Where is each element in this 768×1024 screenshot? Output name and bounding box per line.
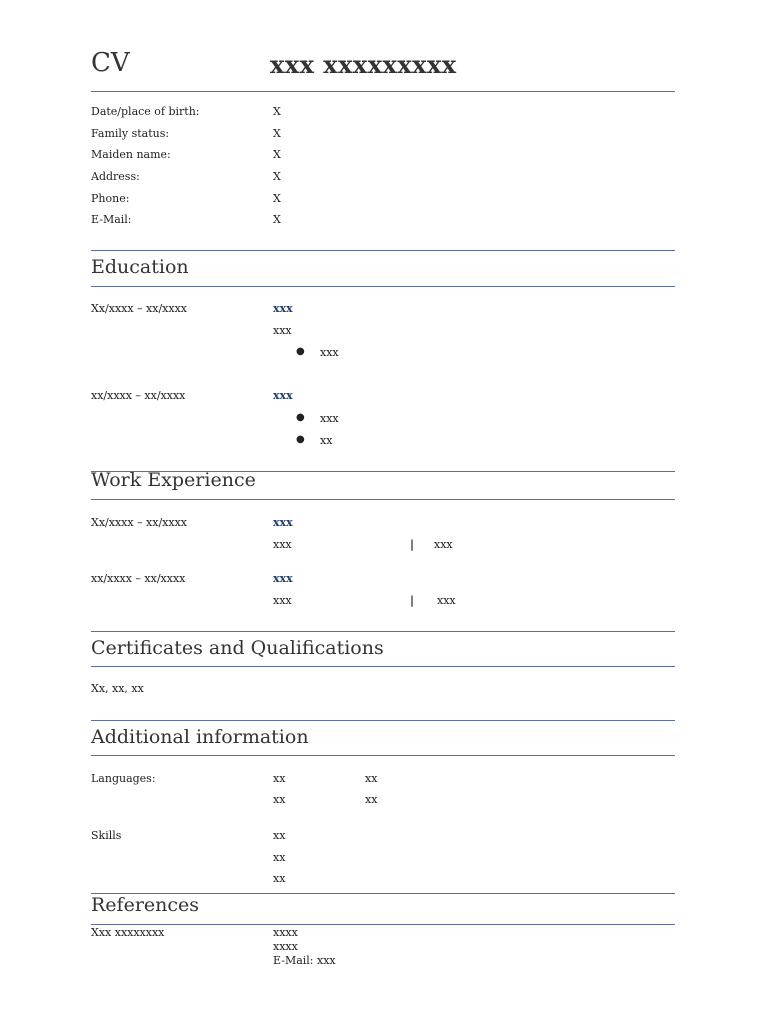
bullet-icon: ●: [296, 346, 305, 357]
work-title: xxx: [273, 516, 293, 529]
candidate-name: xxx xxxxxxxxx: [270, 50, 457, 79]
personal-value: X: [273, 170, 281, 183]
personal-value: X: [273, 148, 281, 161]
section-divider: [91, 250, 675, 251]
work-period: xx/xxxx – xx/xxxx: [91, 572, 186, 585]
work-title: xxx: [273, 572, 293, 585]
education-title: xxx: [273, 302, 293, 315]
personal-label: Phone:: [91, 192, 130, 205]
section-divider: [91, 755, 675, 756]
education-bullet: xx: [320, 434, 333, 447]
languages-label: Languages:: [91, 772, 156, 785]
skills-label: Skills: [91, 829, 122, 842]
section-divider: [91, 720, 675, 721]
additional-heading: Additional information: [91, 726, 309, 748]
bullet-icon: ●: [296, 412, 305, 423]
work-separator: |: [410, 538, 415, 551]
education-title: xxx: [273, 389, 293, 402]
personal-label: Family status:: [91, 127, 170, 140]
education-heading: Education: [91, 256, 189, 278]
language-item: xx: [273, 772, 286, 785]
work-detail-left: xxx: [273, 538, 292, 551]
section-divider: [91, 499, 675, 500]
education-bullet: xxx: [320, 412, 339, 425]
reference-name: Xxx xxxxxxxx: [91, 926, 165, 939]
header-divider: [91, 91, 675, 92]
skill-item: xx: [273, 872, 286, 885]
work-separator: |: [410, 594, 415, 607]
language-level: xx: [365, 772, 378, 785]
work-detail-left: xxx: [273, 594, 292, 607]
section-divider: [91, 924, 675, 925]
personal-value: X: [273, 105, 281, 118]
reference-line: xxxx: [273, 940, 298, 953]
education-subtitle: xxx: [273, 324, 292, 337]
work-period: Xx/xxxx – xx/xxxx: [91, 516, 187, 529]
personal-label: E-Mail:: [91, 213, 132, 226]
skill-item: xx: [273, 851, 286, 864]
work-detail-right: xxx: [437, 594, 456, 607]
education-period: Xx/xxxx – xx/xxxx: [91, 302, 187, 315]
personal-value: X: [273, 213, 281, 226]
personal-label: Maiden name:: [91, 148, 171, 161]
section-divider: [91, 666, 675, 667]
work-detail-right: xxx: [434, 538, 453, 551]
language-level: xx: [365, 793, 378, 806]
education-period: xx/xxxx – xx/xxxx: [91, 389, 186, 402]
references-heading: References: [91, 894, 200, 916]
cv-title: CV: [91, 48, 130, 78]
section-divider: [91, 631, 675, 632]
bullet-icon: ●: [296, 434, 305, 445]
personal-label: Address:: [91, 170, 140, 183]
education-bullet: xxx: [320, 346, 339, 359]
personal-value: X: [273, 127, 281, 140]
work-heading: Work Experience: [91, 469, 256, 491]
skill-item: xx: [273, 829, 286, 842]
certificates-heading: Certificates and Qualifications: [91, 637, 384, 659]
reference-line: xxxx: [273, 926, 298, 939]
section-divider: [91, 286, 675, 287]
reference-email: E-Mail: xxx: [273, 954, 336, 967]
personal-label: Date/place of birth:: [91, 105, 200, 118]
language-item: xx: [273, 793, 286, 806]
personal-value: X: [273, 192, 281, 205]
certificates-text: Xx, xx, xx: [91, 682, 144, 695]
